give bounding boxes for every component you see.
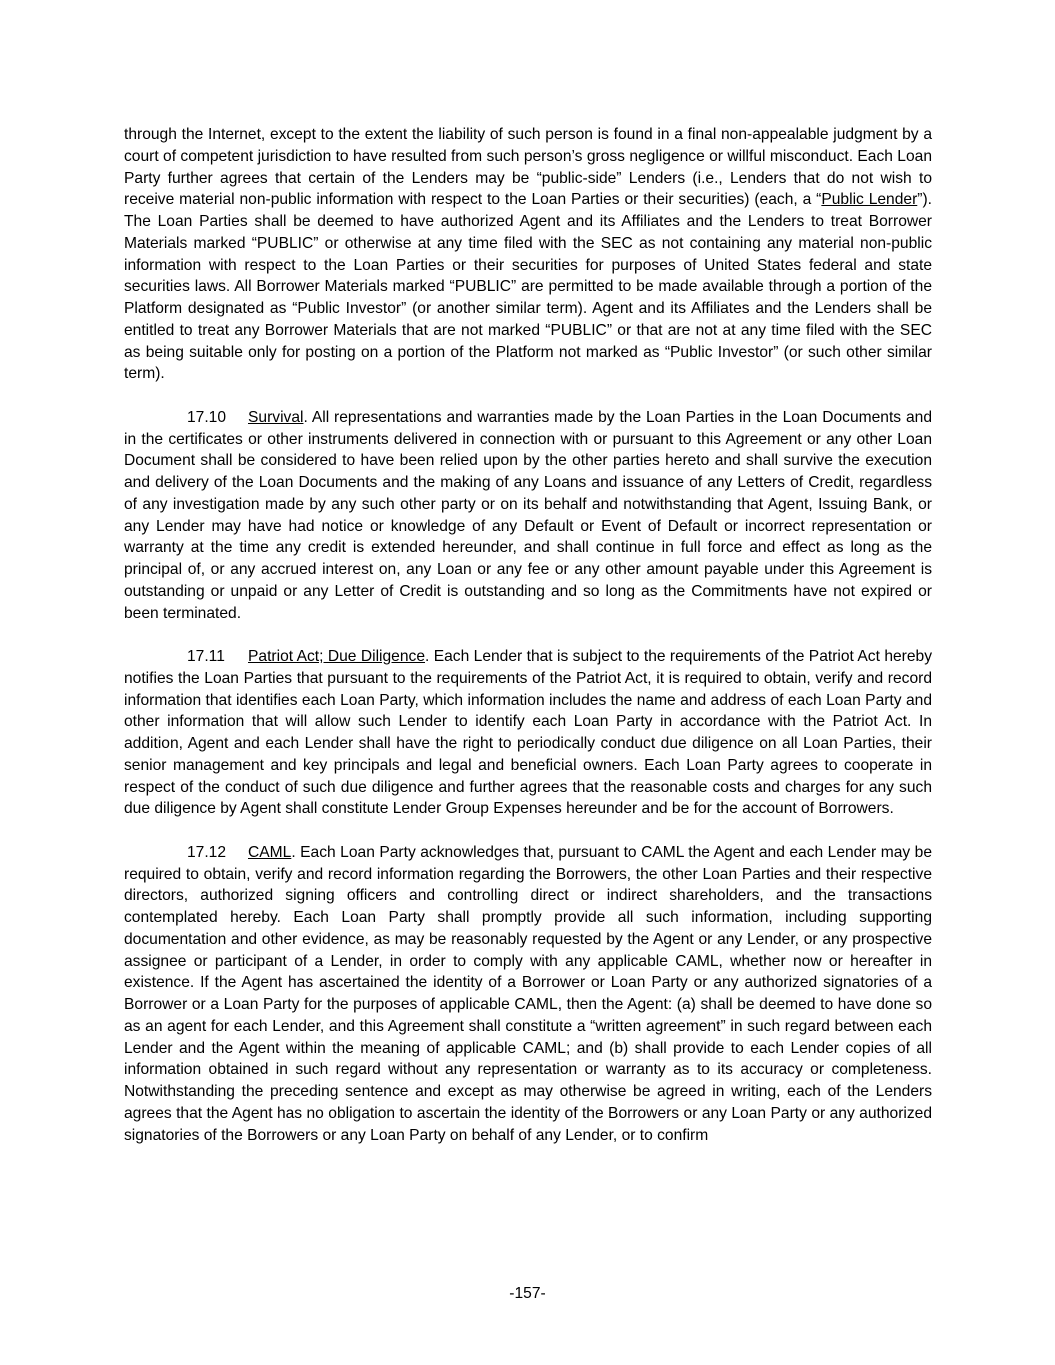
section-heading: CAML [248,843,292,861]
section-heading: Survival [248,408,304,426]
section-number: 17.12 [187,843,227,861]
continuation-paragraph [124,124,932,385]
defined-term-public-lender: Public Lender [821,191,918,209]
section-body: . Each Lender that is subject to the requirements of the Patriot Act hereby notifies the Loan Parties that pursuant to the requirements of the Patriot Act, it is required to obtain, verify and record information that identifies each Loan Party, which information includes the name and address of each Loan Party and other information that will allow such Lender to identify each Loan Party in accordance with the Patriot Act. In addition, Agent and each Lender shall have the right to periodically conduct due diligence on all Loan Parties, their senior management and key principals and legal and beneficial owners. Each Loan Party agrees to cooperate in respect of the conduct of such due diligence and further agrees that the reasonable costs and charges for any such due diligence by Agent shall constitute Lender Group Expenses hereunder and be for the account of Borrowers. [124,648,932,818]
continuation-text-end: ”). The Loan Parties shall be deemed to have authorized Agent and its Affiliates and the Lenders to treat Borrower Materials marked “PUBLIC” or otherwise at any time filed with the SEC as not containing any material non-public information with respect to the Loan Parties or their securities for purposes of United States federal and state securities laws. All Borrower Materials marked “PUBLIC” are permitted to be made available through a portion of the Platform designated as “Public Investor” (or another similar term). Agent and its Affiliates and the Lenders shall be entitled to treat any Borrower Materials that are not marked “PUBLIC” or that are not at any time filed with the SEC as being suitable only for posting on a portion of the Platform not marked as “Public Investor” (or such other similar term). [124,191,932,383]
document-page [124,124,932,1146]
section-body: . Each Loan Party acknowledges that, pursuant to CAML the Agent and each Lender may be required to obtain, verify and record information regarding the Borrowers, the other Loan Parties and their respective directors, authorized signing officers and controlling direct or indirect shareholders, and the transactions contemplated hereby. Each Loan Party shall promptly provide all such information, including supporting documentation and other evidence, as may be reasonably requested by the Agent or any Lender, or any prospective assignee or participant of a Lender, in order to comply with any applicable CAML, whether now or hereafter in existence. If the Agent has ascertained the identity of a Borrower or Loan Party or any authorized signatories of a Borrower or a Loan Party for the purposes of applicable CAML, then the Agent: (a) shall be deemed to have done so as an agent for each Lender, and this Agreement shall constitute a “written agreement” in such regard between each Lender and the Agent within the meaning of applicable CAML; and (b) shall provide to each Lender copies of all information obtained in such regard without any representation or warranty as to its accuracy or completeness. Notwithstanding the preceding sentence and except as may otherwise be agreed in writing, each of the Lenders agrees that the Agent has no obligation to ascertain the identity of the Borrowers or any Loan Party or any authorized signatories of the Borrowers or any Loan Party on behalf of any Lender, or to confirm [124,843,932,1144]
section-number: 17.11 [187,648,225,665]
section-number: 17.10 [187,408,227,426]
continuation-text: through the Internet, except to the extent the liability of such person is found in a final non-appealable judgment by a court of competent jurisdiction to have resulted from such person’s gross negligence or willful misconduct. Each Loan Party further agrees that certain of the Lenders may be “public-side” Lenders (i.e., Lenders that do not wish to receive material non-public information with respect to the Loan Parties or their securities) (each, a “ [124,126,932,209]
page-number: -157- [509,1285,546,1302]
section-heading: Patriot Act; Due Diligence [248,648,425,665]
section-body: . All representations and warranties made by the Loan Parties in the Loan Documents and in the certificates or other instruments delivered in connection with or pursuant to this Agreement or any other Loan Document shall be considered to have been relied upon by the other parties hereto and shall survive the execution and delivery of the Loan Documents and the making of any Loans and issuance of any Letters of Credit, regardless of any investigation made by any such other party or on its behalf and notwithstanding that Agent, Issuing Bank, or any Lender may have had notice or knowledge of any Default or Event of Default or incorrect representation or warranty at the time any credit is extended hereunder, and shall continue in full force and effect as long as the principal of, or any accrued interest on, any Loan or any fee or any other amount payable under this Agreement is outstanding or unpaid or any Letter of Credit is outstanding and so long as the Commitments have not expired or been terminated. [124,408,932,622]
section-17-10 [124,407,932,625]
section-17-11 [124,646,932,820]
section-17-12 [124,842,932,1147]
